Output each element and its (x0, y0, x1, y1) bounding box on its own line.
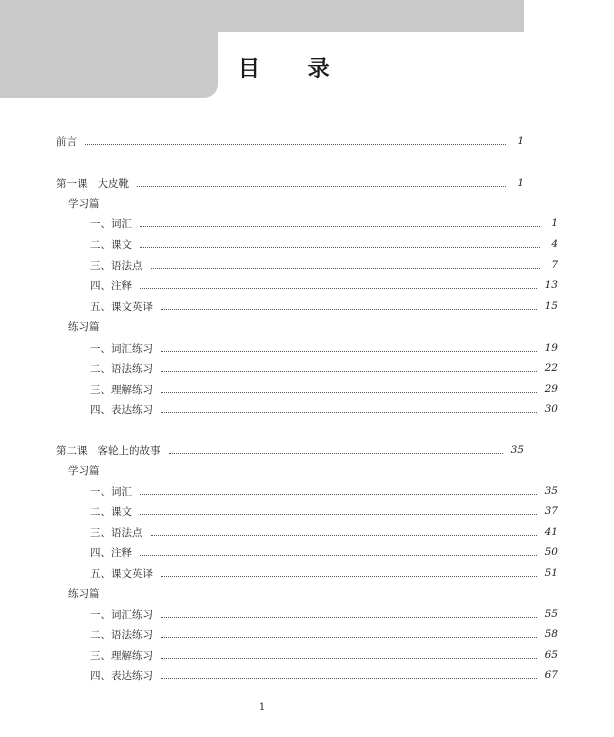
toc-page-number: 50 (544, 546, 558, 558)
dot-leader (137, 186, 506, 187)
page-number: 1 (258, 702, 266, 713)
toc-entry-title: 一、词汇 (90, 217, 132, 230)
toc-entry-row[interactable] (0, 257, 614, 273)
toc-entry-title: 三、语法点 (90, 526, 143, 539)
toc-entry-title: 一、词汇 (90, 485, 132, 498)
toc-entry-title: 五、课文英译 (90, 300, 153, 313)
toc-entry-row[interactable] (0, 544, 614, 560)
dot-leader (85, 144, 506, 145)
toc-entry-title: 练习篇 (68, 320, 100, 333)
toc-entry-title: 四、表达练习 (90, 669, 153, 682)
toc-entry-title: 学习篇 (68, 197, 100, 210)
toc-page-number: 41 (544, 526, 558, 538)
dot-leader (161, 576, 537, 577)
toc-entry-title: 一、词汇练习 (90, 608, 153, 621)
toc-entry-row[interactable] (0, 524, 614, 540)
toc-entry-row[interactable] (0, 647, 614, 663)
dot-leader (151, 268, 541, 269)
page-title: 目 录 (238, 57, 350, 82)
toc-section-heading (0, 318, 592, 334)
toc-entry-title: 二、语法练习 (90, 628, 153, 641)
toc-page-number: 7 (551, 259, 558, 271)
toc-entry-title: 第二课 (56, 444, 88, 457)
toc-section-heading (0, 462, 592, 478)
toc-section-heading (0, 585, 592, 601)
toc-entry-title: 一、词汇练习 (90, 342, 153, 355)
toc-chapter-subtitle: 大皮靴 (97, 177, 129, 190)
toc-page-number: 67 (544, 669, 558, 681)
toc-page-number: 1 (517, 135, 524, 147)
toc-entry-row[interactable] (0, 340, 614, 356)
toc-chapter-subtitle: 客轮上的故事 (97, 444, 161, 457)
toc-entry-title: 前言 (56, 135, 77, 148)
toc-chapter-row[interactable] (0, 442, 580, 458)
toc-chapter-row[interactable] (0, 133, 580, 149)
toc-page-number: 1 (551, 217, 558, 229)
dot-leader (140, 494, 537, 495)
toc-page-number: 51 (544, 567, 558, 579)
toc-page-number: 29 (544, 383, 558, 395)
toc-page-number: 30 (544, 403, 558, 415)
toc-entry-row[interactable] (0, 215, 614, 231)
dot-leader (161, 371, 537, 372)
toc-entry-row[interactable] (0, 236, 614, 252)
dot-leader (140, 288, 537, 289)
dot-leader (161, 351, 537, 352)
toc-entry-title: 二、课文 (90, 505, 132, 518)
dot-leader (140, 226, 540, 227)
toc-entry-title: 五、课文英译 (90, 567, 153, 580)
toc-entry-title: 学习篇 (68, 464, 100, 477)
toc-entry-row[interactable] (0, 298, 614, 314)
dot-leader (161, 412, 537, 413)
toc-entry-row[interactable] (0, 277, 614, 293)
toc-entry-title: 四、注释 (90, 546, 132, 559)
toc-entry-row[interactable] (0, 360, 614, 376)
toc-entry-title: 三、语法点 (90, 259, 143, 272)
toc-entry-title: 三、理解练习 (90, 383, 153, 396)
header-band-left (0, 0, 218, 98)
toc-entry-row[interactable] (0, 667, 614, 683)
toc-entry-title: 第一课 (56, 177, 88, 190)
toc-entry-title: 二、语法练习 (90, 362, 153, 375)
dot-leader (140, 247, 540, 248)
toc-chapter-row[interactable] (0, 175, 580, 191)
toc-entry-title: 二、课文 (90, 238, 132, 251)
toc-page-number: 35 (510, 444, 524, 456)
toc-entry-row[interactable] (0, 483, 614, 499)
toc-section-heading (0, 195, 592, 211)
dot-leader (161, 617, 537, 618)
dot-leader (161, 678, 537, 679)
toc-page-number: 19 (544, 342, 558, 354)
toc-page-number: 15 (544, 300, 558, 312)
dot-leader (161, 392, 537, 393)
toc-entry-row[interactable] (0, 503, 614, 519)
toc-entry-row[interactable] (0, 626, 614, 642)
dot-leader (161, 637, 537, 638)
toc-page-number: 35 (544, 485, 558, 497)
toc-page-number: 1 (517, 177, 524, 189)
toc-page-number: 22 (544, 362, 558, 374)
toc-entry-title: 练习篇 (68, 587, 100, 600)
dot-leader (161, 658, 537, 659)
toc-entry-title: 三、理解练习 (90, 649, 153, 662)
toc-page-number: 13 (544, 279, 558, 291)
dot-leader (140, 555, 537, 556)
toc-entry-title: 四、表达练习 (90, 403, 153, 416)
toc-page-number: 58 (544, 628, 558, 640)
toc-entry-row[interactable] (0, 381, 614, 397)
dot-leader (161, 309, 537, 310)
toc-entry-title: 四、注释 (90, 279, 132, 292)
toc-page-number: 4 (551, 238, 558, 250)
dot-leader (151, 535, 537, 536)
toc-page-number: 55 (544, 608, 558, 620)
dot-leader (140, 514, 537, 515)
toc-page-number: 37 (544, 505, 558, 517)
dot-leader (169, 453, 503, 454)
toc-entry-row[interactable] (0, 565, 614, 581)
toc-entry-row[interactable] (0, 401, 614, 417)
toc-entry-row[interactable] (0, 606, 614, 622)
toc-page-number: 65 (544, 649, 558, 661)
